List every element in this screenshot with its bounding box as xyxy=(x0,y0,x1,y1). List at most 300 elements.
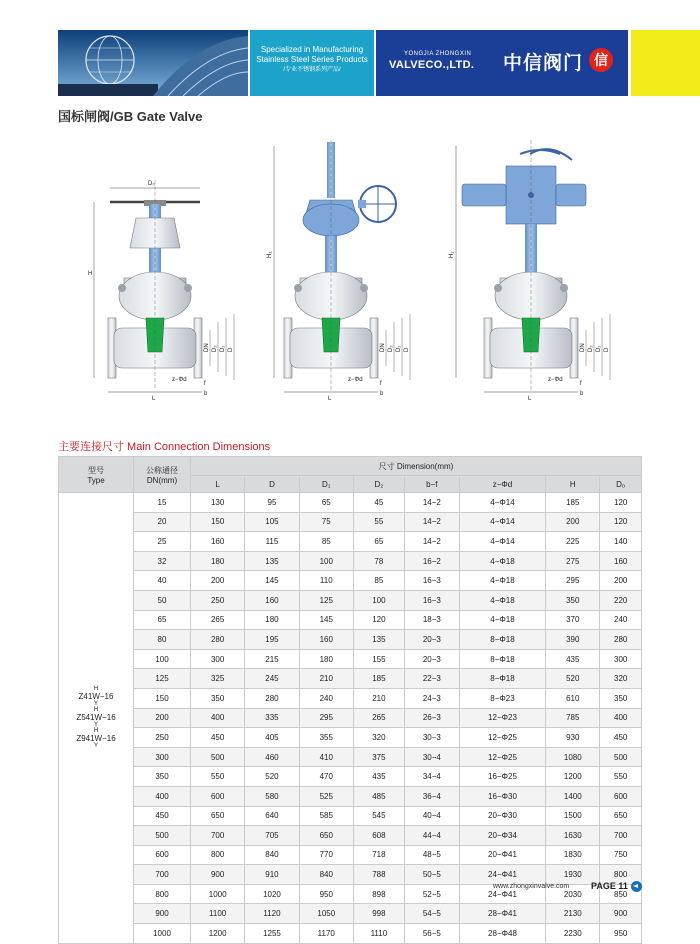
table-row xyxy=(59,630,642,650)
dimension-cell: 85 xyxy=(299,532,353,552)
table-row xyxy=(59,590,642,610)
dimension-cell: 840 xyxy=(299,865,353,885)
dimension-cell: 295 xyxy=(546,571,600,591)
dimension-cell: 145 xyxy=(299,610,353,630)
dimension-cell: 1000 xyxy=(191,884,245,904)
dimension-cell: 48−5 xyxy=(404,845,459,865)
dn-cell: 300 xyxy=(134,747,191,767)
dimension-cell: 1110 xyxy=(353,924,404,944)
dim-label: L xyxy=(328,396,332,402)
dimension-cell: 280 xyxy=(245,688,299,708)
dn-cell: 65 xyxy=(134,610,191,630)
dimension-cell: 12−Φ23 xyxy=(459,708,545,728)
dimension-cell: 1120 xyxy=(245,904,299,924)
dimension-cell: 550 xyxy=(600,767,642,787)
dimension-cell: 800 xyxy=(191,845,245,865)
dimension-cell: 8−Φ23 xyxy=(459,688,545,708)
dimension-cell: 65 xyxy=(353,532,404,552)
valve-drawings xyxy=(90,140,630,410)
table-row xyxy=(59,688,642,708)
dimension-cell: 4−Φ18 xyxy=(459,571,545,591)
dn-cell: 350 xyxy=(134,767,191,787)
table-row xyxy=(59,924,642,944)
dimension-header: 尺寸 Dimension(mm) xyxy=(191,457,642,476)
dimension-cell: 718 xyxy=(353,845,404,865)
dn-cell: 25 xyxy=(134,532,191,552)
dimension-cell: 200 xyxy=(600,571,642,591)
dimension-cell: 2030 xyxy=(546,884,600,904)
dimension-cell: 390 xyxy=(546,630,600,650)
dimension-cell: 145 xyxy=(245,571,299,591)
table-row xyxy=(59,767,642,787)
dimension-cell: 135 xyxy=(245,551,299,571)
table-row xyxy=(59,845,642,865)
dimension-cell: 930 xyxy=(546,728,600,748)
dimension-cell: 14−2 xyxy=(404,512,459,532)
dimension-cell: 410 xyxy=(299,747,353,767)
dimension-cell: 16−Φ30 xyxy=(459,786,545,806)
page-number: PAGE 11 xyxy=(591,881,628,891)
dimension-cell: 12−Φ25 xyxy=(459,728,545,748)
dimension-cell: 300 xyxy=(600,649,642,669)
dn-cell: 450 xyxy=(134,806,191,826)
model-sub: Y xyxy=(93,743,98,750)
column-header: b−f xyxy=(404,476,459,493)
table-row xyxy=(59,708,642,728)
table-row xyxy=(59,551,642,571)
dimension-cell: 545 xyxy=(353,806,404,826)
dimension-cell: 24−Φ41 xyxy=(459,865,545,885)
dimension-cell: 1930 xyxy=(546,865,600,885)
dimension-cell: 195 xyxy=(245,630,299,650)
dn-cell: 600 xyxy=(134,845,191,865)
dimension-cell: 75 xyxy=(299,512,353,532)
dimension-cell: 265 xyxy=(353,708,404,728)
dimension-cell: 26−3 xyxy=(404,708,459,728)
dimension-cell: 1170 xyxy=(299,924,353,944)
dn-header-cn: 公称通径 xyxy=(146,465,178,475)
dimension-cell: 355 xyxy=(299,728,353,748)
dimension-cell: 650 xyxy=(299,826,353,846)
dimension-cell: 500 xyxy=(600,747,642,767)
dimension-cell: 135 xyxy=(353,630,404,650)
dimension-cell: 24−3 xyxy=(404,688,459,708)
table-row xyxy=(59,826,642,846)
dimension-cell: 450 xyxy=(600,728,642,748)
dimension-cell: 50−5 xyxy=(404,865,459,885)
dimension-cell: 700 xyxy=(600,826,642,846)
dim-label: H xyxy=(88,271,93,277)
dim-label: D xyxy=(228,347,234,352)
dimension-cell: 640 xyxy=(245,806,299,826)
dimension-cell: 185 xyxy=(546,493,600,513)
dimension-cell: 950 xyxy=(600,924,642,944)
dimension-cell: 65 xyxy=(299,493,353,513)
brand-small: YONGJIA ZHONGXIN xyxy=(404,51,472,57)
dimension-cell: 120 xyxy=(353,610,404,630)
dn-cell: 15 xyxy=(134,493,191,513)
header-photo-graphic xyxy=(58,30,248,96)
dimension-cell: 52−5 xyxy=(404,884,459,904)
dim-label: DN xyxy=(580,343,586,352)
dimension-cell: 900 xyxy=(600,904,642,924)
dn-header xyxy=(134,457,191,493)
dim-label: f xyxy=(580,381,582,387)
dimension-cell: 295 xyxy=(299,708,353,728)
dimension-cell: 585 xyxy=(299,806,353,826)
dimension-cell: 520 xyxy=(245,767,299,787)
dim-label: D₀ xyxy=(148,181,155,187)
dimension-cell: 120 xyxy=(600,493,642,513)
dimension-cell: 335 xyxy=(245,708,299,728)
dimension-cell: 180 xyxy=(245,610,299,630)
dimension-cell: 1830 xyxy=(546,845,600,865)
dn-cell: 200 xyxy=(134,708,191,728)
dim-label: b xyxy=(580,391,584,397)
dimension-cell: 130 xyxy=(191,493,245,513)
column-header: D₁ xyxy=(299,476,353,493)
model-name xyxy=(59,686,133,707)
type-header-cn: 型号 xyxy=(88,465,104,475)
dim-label: D xyxy=(604,347,610,352)
dimension-cell: 44−4 xyxy=(404,826,459,846)
dimension-cell: 1100 xyxy=(191,904,245,924)
dn-header-en: DN(mm) xyxy=(146,475,178,485)
dimension-cell: 18−3 xyxy=(404,610,459,630)
dimension-cell: 30−4 xyxy=(404,747,459,767)
table-body xyxy=(59,493,642,944)
dimension-cell: 250 xyxy=(191,590,245,610)
dimension-cell: 16−3 xyxy=(404,590,459,610)
brand-logo-icon xyxy=(588,47,614,73)
dimension-cell: 600 xyxy=(600,786,642,806)
dimension-cell: 370 xyxy=(546,610,600,630)
dimension-cell: 185 xyxy=(353,669,404,689)
dimension-cell: 16−3 xyxy=(404,571,459,591)
dimension-cell: 78 xyxy=(353,551,404,571)
dimension-cell: 210 xyxy=(299,669,353,689)
dimension-cell: 405 xyxy=(245,728,299,748)
column-header: z−Φd xyxy=(459,476,545,493)
model-name xyxy=(59,707,133,728)
dn-cell: 150 xyxy=(134,688,191,708)
dimension-cell: 898 xyxy=(353,884,404,904)
dimension-cell: 180 xyxy=(191,551,245,571)
page-title: 国标闸阀/GB Gate Valve xyxy=(58,109,203,124)
dim-label: D₂ xyxy=(212,345,218,352)
dimension-cell: 2130 xyxy=(546,904,600,924)
tagline-cn: /专业不锈钢系列产品/ xyxy=(283,67,341,73)
dimension-cell: 56−5 xyxy=(404,924,459,944)
dimension-cell: 240 xyxy=(299,688,353,708)
model-name: Z41W−16 xyxy=(78,692,114,702)
dimension-cell: 24−Φ41 xyxy=(459,884,545,904)
dimension-cell: 150 xyxy=(191,512,245,532)
dim-label: f xyxy=(380,381,382,387)
dimension-cell: 28−Φ41 xyxy=(459,904,545,924)
dimension-cell: 785 xyxy=(546,708,600,728)
section-title: 主要连接尺寸 Main Connection Dimensions xyxy=(58,441,271,453)
dim-label: H₁ xyxy=(267,251,273,258)
header-yellow-block xyxy=(631,30,700,96)
dim-label: z−Φd xyxy=(172,377,187,383)
dimension-cell: 54−5 xyxy=(404,904,459,924)
dn-cell: 500 xyxy=(134,826,191,846)
model-sup: H xyxy=(93,686,99,693)
dimension-cell: 215 xyxy=(245,649,299,669)
column-header: D₂ xyxy=(353,476,404,493)
model-name: Z941W−16 xyxy=(76,734,116,744)
dimension-cell: 14−2 xyxy=(404,493,459,513)
dim-label: b xyxy=(380,391,384,397)
dn-cell: 32 xyxy=(134,551,191,571)
dimension-cell: 20−3 xyxy=(404,649,459,669)
dimension-cell: 750 xyxy=(600,845,642,865)
dimension-cell: 550 xyxy=(191,767,245,787)
dimension-cell: 770 xyxy=(299,845,353,865)
dimension-cell: 20−Φ41 xyxy=(459,845,545,865)
dimension-cell: 110 xyxy=(299,571,353,591)
dimension-cell: 36−4 xyxy=(404,786,459,806)
dimension-cell: 95 xyxy=(245,493,299,513)
dimension-cell: 160 xyxy=(299,630,353,650)
dimension-cell: 850 xyxy=(600,884,642,904)
dimension-cell: 435 xyxy=(353,767,404,787)
header-photo xyxy=(58,30,248,96)
dimension-cell: 600 xyxy=(191,786,245,806)
dim-label: D₁ xyxy=(396,345,402,352)
dimension-cell: 470 xyxy=(299,767,353,787)
table-row xyxy=(59,649,642,669)
dimension-cell: 460 xyxy=(245,747,299,767)
dimension-cell: 155 xyxy=(353,649,404,669)
table-row xyxy=(59,669,642,689)
dn-cell: 900 xyxy=(134,904,191,924)
table-row xyxy=(59,904,642,924)
dimension-cell: 120 xyxy=(600,512,642,532)
dimension-cell: 245 xyxy=(245,669,299,689)
dimension-cell: 320 xyxy=(600,669,642,689)
dimension-cell: 45 xyxy=(353,493,404,513)
dimension-cell: 160 xyxy=(600,551,642,571)
valve-gear-drawing xyxy=(267,140,410,402)
valve-electric-drawing xyxy=(449,140,610,402)
dim-label: z−Φd xyxy=(548,377,563,383)
tagline-line2: Stainless Steel Series Products xyxy=(256,55,368,64)
back-arrow-icon[interactable] xyxy=(631,881,642,892)
dimension-cell: 800 xyxy=(600,865,642,885)
dimension-cell: 8−Φ18 xyxy=(459,649,545,669)
dimension-cell: 22−3 xyxy=(404,669,459,689)
dn-cell: 100 xyxy=(134,649,191,669)
dn-cell: 250 xyxy=(134,728,191,748)
header-brand-box xyxy=(376,30,628,96)
dimension-cell: 85 xyxy=(353,571,404,591)
dimension-cell: 500 xyxy=(191,747,245,767)
dimension-cell: 1630 xyxy=(546,826,600,846)
column-header: L xyxy=(191,476,245,493)
dim-label: f xyxy=(204,381,206,387)
dimension-cell: 115 xyxy=(245,532,299,552)
dimension-cell: 210 xyxy=(353,688,404,708)
dn-cell: 700 xyxy=(134,865,191,885)
dimension-cell: 28−Φ48 xyxy=(459,924,545,944)
dim-label: D₂ xyxy=(388,345,394,352)
dimension-cell: 20−Φ30 xyxy=(459,806,545,826)
dim-label: b xyxy=(204,391,208,397)
dimension-cell: 30−3 xyxy=(404,728,459,748)
model-name xyxy=(59,728,133,749)
dimension-cell: 998 xyxy=(353,904,404,924)
model-sup: H xyxy=(93,707,99,714)
dimension-cell: 400 xyxy=(600,708,642,728)
dimension-cell: 650 xyxy=(600,806,642,826)
dimension-cell: 180 xyxy=(299,649,353,669)
dimension-cell: 350 xyxy=(600,688,642,708)
header-tagline-box xyxy=(250,30,374,96)
table-row xyxy=(59,747,642,767)
dimension-cell: 1050 xyxy=(299,904,353,924)
dimension-cell: 525 xyxy=(299,786,353,806)
dimension-cell: 1020 xyxy=(245,884,299,904)
dimension-cell: 608 xyxy=(353,826,404,846)
dimension-cell: 140 xyxy=(600,532,642,552)
dimension-cell: 100 xyxy=(353,590,404,610)
valve-drawings-svg xyxy=(90,140,630,410)
table-row xyxy=(59,571,642,591)
dimension-cell: 265 xyxy=(191,610,245,630)
dimension-cell: 20−3 xyxy=(404,630,459,650)
dimension-cell: 14−2 xyxy=(404,532,459,552)
dim-label: DN xyxy=(380,343,386,352)
table-row xyxy=(59,786,642,806)
dn-cell: 40 xyxy=(134,571,191,591)
dim-label: L xyxy=(152,396,156,402)
dn-cell: 1000 xyxy=(134,924,191,944)
dimension-cell: 105 xyxy=(245,512,299,532)
column-header: H xyxy=(546,476,600,493)
type-header-en: Type xyxy=(87,475,105,485)
dimension-cell: 4−Φ18 xyxy=(459,610,545,630)
dimension-cell: 34−4 xyxy=(404,767,459,787)
dimension-cell: 280 xyxy=(600,630,642,650)
dimension-cell: 950 xyxy=(299,884,353,904)
dim-label: D₁ xyxy=(596,345,602,352)
dimension-cell: 788 xyxy=(353,865,404,885)
dim-label: L xyxy=(528,396,532,402)
valve-handwheel-drawing xyxy=(88,180,234,402)
dn-cell: 800 xyxy=(134,884,191,904)
dimension-cell: 40−4 xyxy=(404,806,459,826)
dimension-cell: 225 xyxy=(546,532,600,552)
dimension-cell: 610 xyxy=(546,688,600,708)
table-row xyxy=(59,532,642,552)
table-row xyxy=(59,493,642,513)
dimension-cell: 1500 xyxy=(546,806,600,826)
dn-cell: 400 xyxy=(134,786,191,806)
dimension-cell: 435 xyxy=(546,649,600,669)
dimension-cell: 55 xyxy=(353,512,404,532)
dimension-cell: 1200 xyxy=(191,924,245,944)
dimension-cell: 160 xyxy=(245,590,299,610)
brand-en: VALVECO.,LTD. xyxy=(389,59,475,71)
table-row xyxy=(59,610,642,630)
dimension-cell: 220 xyxy=(600,590,642,610)
dimension-cell: 275 xyxy=(546,551,600,571)
dimension-cell: 1255 xyxy=(245,924,299,944)
type-cell xyxy=(59,493,134,944)
dim-label: H₂ xyxy=(449,251,455,258)
dimension-cell: 16−2 xyxy=(404,551,459,571)
brand-cn: 中信阀门 xyxy=(503,53,584,74)
dimension-cell: 840 xyxy=(245,845,299,865)
dimension-cell: 200 xyxy=(191,571,245,591)
dimension-cell: 8−Φ18 xyxy=(459,669,545,689)
dimension-cell: 325 xyxy=(191,669,245,689)
table-row xyxy=(59,865,642,885)
dimension-cell: 160 xyxy=(191,532,245,552)
dimension-cell: 900 xyxy=(191,865,245,885)
dimension-cell: 520 xyxy=(546,669,600,689)
model-sup: H xyxy=(93,728,99,735)
dim-label: D xyxy=(404,347,410,352)
footer-url[interactable]: www.zhongxinvalve.com xyxy=(493,883,570,890)
model-name: Z541W−16 xyxy=(76,713,116,723)
dimension-cell: 700 xyxy=(191,826,245,846)
dimension-cell: 16−Φ25 xyxy=(459,767,545,787)
logo-text: 信 xyxy=(594,53,608,69)
dimension-cell: 1080 xyxy=(546,747,600,767)
dim-label: D₁ xyxy=(220,345,226,352)
dimension-cell: 350 xyxy=(191,688,245,708)
dimension-cell: 100 xyxy=(299,551,353,571)
dimension-cell: 280 xyxy=(191,630,245,650)
dimension-cell: 12−Φ25 xyxy=(459,747,545,767)
table-row xyxy=(59,806,642,826)
dimension-table xyxy=(58,456,642,944)
dimension-cell: 485 xyxy=(353,786,404,806)
dimension-cell: 4−Φ14 xyxy=(459,532,545,552)
dimension-cell: 450 xyxy=(191,728,245,748)
dimension-cell: 4−Φ14 xyxy=(459,493,545,513)
model-sub: Y xyxy=(93,701,98,708)
dimension-cell: 20−Φ34 xyxy=(459,826,545,846)
dim-label: D₂ xyxy=(588,345,594,352)
column-header: D xyxy=(245,476,299,493)
dimension-cell: 705 xyxy=(245,826,299,846)
dimension-cell: 375 xyxy=(353,747,404,767)
dim-label: DN xyxy=(204,343,210,352)
dimension-cell: 910 xyxy=(245,865,299,885)
dimension-cell: 200 xyxy=(546,512,600,532)
dimension-cell: 2230 xyxy=(546,924,600,944)
dimension-cell: 300 xyxy=(191,649,245,669)
dimension-cell: 400 xyxy=(191,708,245,728)
dimension-cell: 350 xyxy=(546,590,600,610)
dimension-cell: 1400 xyxy=(546,786,600,806)
dimension-cell: 580 xyxy=(245,786,299,806)
table-row xyxy=(59,512,642,532)
table-row xyxy=(59,728,642,748)
dimension-cell: 320 xyxy=(353,728,404,748)
dimension-cell: 4−Φ18 xyxy=(459,590,545,610)
dimension-cell: 4−Φ18 xyxy=(459,551,545,571)
tagline-line1: Specialized in Manufacturing xyxy=(260,45,364,54)
dim-label: z−Φd xyxy=(348,377,363,383)
dn-cell: 50 xyxy=(134,590,191,610)
dn-cell: 80 xyxy=(134,630,191,650)
dimension-cell: 8−Φ18 xyxy=(459,630,545,650)
